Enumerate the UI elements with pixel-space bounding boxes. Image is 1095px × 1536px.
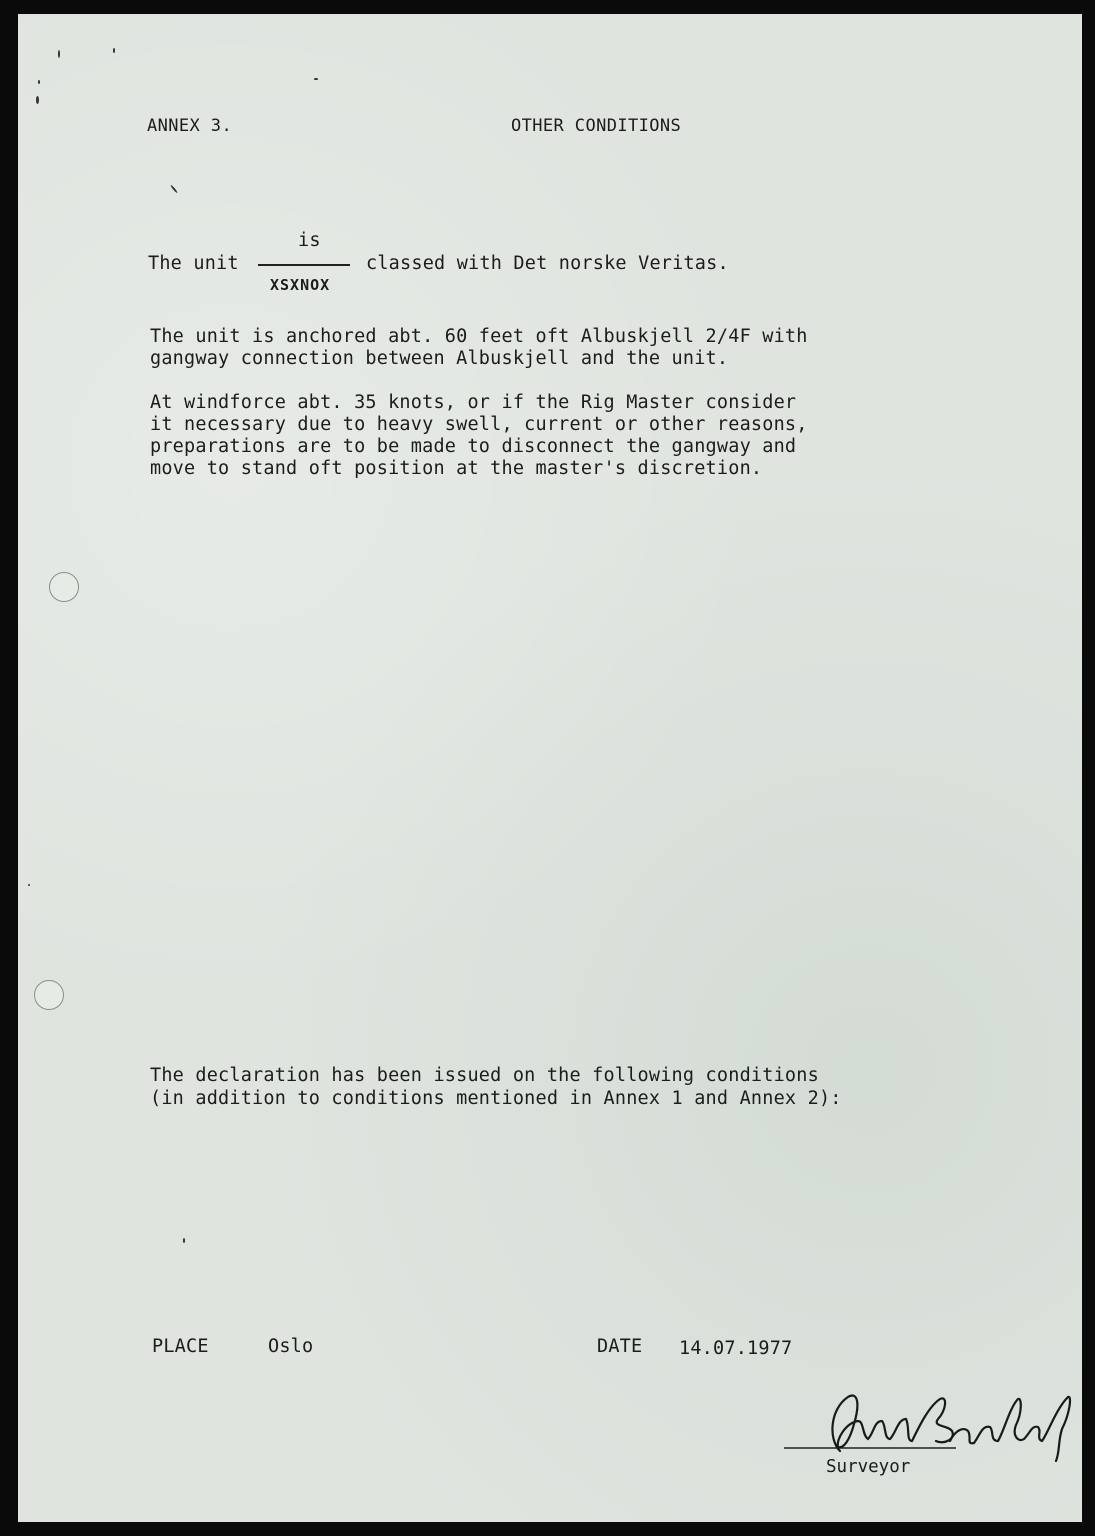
anchoring-line-1: The unit is anchored abt. 60 feet oft Albuskjell 2/4F with (150, 326, 808, 347)
class-option-selected: is (298, 230, 321, 251)
date-label: DATE (597, 1336, 643, 1357)
date-value: 14.07.1977 (679, 1338, 793, 1359)
declaration-line-2: (in addition to conditions mentioned in Annex 1 and Annex 2): (150, 1088, 842, 1109)
windforce-line-1: At windforce abt. 35 knots, or if the Rig Master consider (150, 392, 797, 413)
windforce-line-2: it necessary due to heavy swell, current or other reasons, (150, 414, 808, 435)
punch-hole-lower (34, 980, 64, 1010)
windforce-line-3: preparations are to be made to disconnect the gangway and (150, 436, 797, 457)
anchoring-line-2: gangway connection between Albuskjell and the unit. (150, 348, 729, 369)
declaration-line-1: The declaration has been issued on the following conditions (150, 1065, 819, 1086)
class-option-struck: XSXNOX (270, 276, 331, 294)
document-page (18, 14, 1082, 1522)
place-label: PLACE (152, 1336, 209, 1357)
scan-speck (314, 78, 318, 80)
scan-speck (28, 884, 30, 886)
punch-hole-upper (49, 572, 79, 602)
scan-speck (36, 96, 39, 104)
surveyor-label: Surveyor (826, 1457, 911, 1477)
scan-speck (58, 50, 60, 58)
surveyor-signature (778, 1369, 1082, 1469)
class-line-prefix: The unit (148, 253, 239, 274)
scan-speck (170, 185, 178, 194)
class-line-suffix: classed with Det norske Veritas. (366, 253, 729, 274)
scan-speck (183, 1238, 185, 1243)
place-value: Oslo (268, 1336, 314, 1357)
scan-speck (113, 48, 115, 53)
annex-label: ANNEX 3. (147, 116, 233, 136)
page-title: OTHER CONDITIONS (511, 116, 682, 136)
windforce-line-4: move to stand oft position at the master's discretion. (150, 458, 763, 479)
fraction-rule (258, 264, 350, 266)
scan-speck (38, 80, 40, 84)
